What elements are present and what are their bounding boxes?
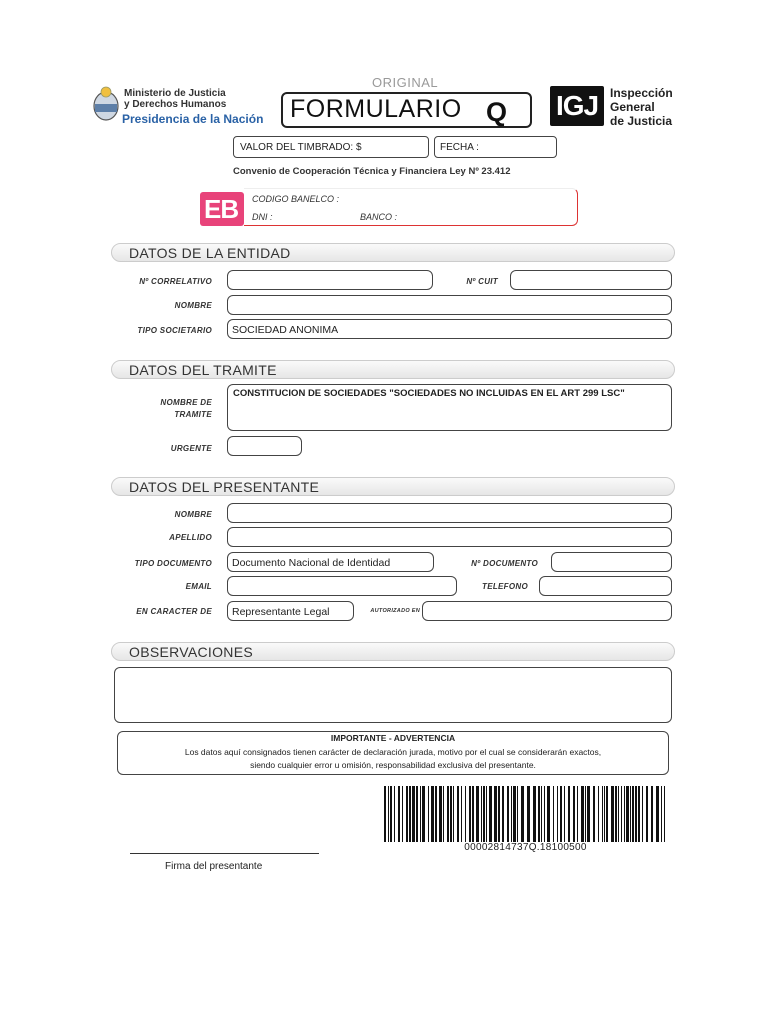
warning-title: IMPORTANTE - ADVERTENCIA (330, 733, 456, 743)
presenter-surname-field[interactable] (227, 527, 672, 547)
barcode-bar (502, 786, 504, 842)
barcode-bar (439, 786, 442, 842)
barcode-bar (412, 786, 415, 842)
correlativo-label: Nº CORRELATIVO (139, 277, 212, 286)
tipo-societario-label: TIPO SOCIETARIO (137, 326, 212, 335)
barcode-bar (544, 786, 545, 842)
barcode-bar (581, 786, 584, 842)
barcode (384, 786, 667, 842)
barcode-bar (533, 786, 536, 842)
barcode-bar (481, 786, 482, 842)
ministry-line-1: Ministerio de Justicia (124, 88, 226, 99)
igj-line-2: General (610, 100, 655, 114)
barcode-bar (447, 786, 449, 842)
barcode-bar (420, 786, 421, 842)
barcode-bar (646, 786, 648, 842)
banelco-logo-text: EB (204, 194, 239, 224)
barcode-bar (422, 786, 425, 842)
barcode-bar (626, 786, 629, 842)
doc-number-field[interactable] (551, 552, 672, 572)
barcode-bar (593, 786, 595, 842)
barcode-number: 00002814737Q.18100500 (464, 842, 587, 853)
signature-line (130, 853, 319, 854)
barcode-bar (573, 786, 575, 842)
barcode-bar (585, 786, 586, 842)
barcode-bar (390, 786, 392, 842)
barcode-bar (402, 786, 403, 842)
barcode-bar (618, 786, 619, 842)
barcode-bar (521, 786, 524, 842)
doc-number-label: Nº DOCUMENTO (471, 559, 538, 568)
procedure-name-value: CONSTITUCION DE SOCIEDADES "SOCIEDADES NO INCLUIDAS EN EL ART 299 LSC" (233, 388, 625, 399)
ministry-line-2: y Derechos Humanos (124, 99, 227, 110)
banelco-dni-label: DNI : (252, 212, 273, 222)
barcode-bar (443, 786, 444, 842)
barcode-bar (494, 786, 497, 842)
barcode-bar (388, 786, 389, 842)
barcode-bar (598, 786, 599, 842)
barcode-bar (428, 786, 429, 842)
banelco-bank-label: BANCO : (360, 212, 398, 222)
barcode-bar (568, 786, 570, 842)
tipo-societario-value: SOCIEDAD ANONIMA (232, 324, 339, 336)
original-label: ORIGINAL (372, 75, 439, 90)
entity-name-field[interactable] (227, 295, 672, 315)
barcode-bar (472, 786, 474, 842)
form-letter: Q (486, 97, 508, 127)
warning-line-2: siendo cualquier error u omisión, responsabilidad exclusiva del presentante. (250, 760, 536, 770)
barcode-bar (453, 786, 454, 842)
banelco-logo (200, 192, 244, 226)
igj-logo-text: IGJ (556, 90, 599, 121)
igj-logo (550, 86, 604, 126)
barcode-bar (664, 786, 665, 842)
barcode-bar (587, 786, 590, 842)
presenter-name-field[interactable] (227, 503, 672, 523)
authorized-field[interactable] (422, 601, 672, 621)
barcode-bar (606, 786, 608, 842)
authorized-label: AUTORIZADO EN (370, 608, 420, 614)
barcode-bar (416, 786, 418, 842)
procedure-section-title: DATOS DEL TRAMITE (129, 362, 277, 378)
barcode-bar (630, 786, 631, 842)
barcode-bar (507, 786, 509, 842)
barcode-bar (384, 786, 386, 842)
barcode-bar (409, 786, 411, 842)
warning-line-1: Los datos aquí consignados tienen carácter de declaración jurada, motivo por el cual se considerarán exactos, (184, 747, 602, 757)
presenter-section-header (111, 477, 675, 496)
barcode-bar (553, 786, 554, 842)
form-title: FORMULARIO (290, 95, 462, 123)
barcode-bar (577, 786, 578, 842)
barcode-bar (489, 786, 492, 842)
presidency-text: Presidencia de la Nación (122, 112, 264, 126)
correlativo-field[interactable] (227, 270, 433, 290)
observations-section-title: OBSERVACIONES (129, 644, 253, 660)
barcode-bar (615, 786, 617, 842)
barcode-bar (560, 786, 562, 842)
procedure-section-header (111, 360, 675, 379)
barcode-bar (638, 786, 640, 842)
cuit-label: Nº CUIT (466, 277, 498, 286)
entity-section-header (111, 243, 675, 262)
barcode-bar (557, 786, 558, 842)
barcode-bar (642, 786, 643, 842)
barcode-bar (486, 786, 487, 842)
entity-section-title: DATOS DE LA ENTIDAD (129, 245, 291, 261)
barcode-bar (511, 786, 512, 842)
barcode-bar (651, 786, 653, 842)
barcode-bar (621, 786, 622, 842)
procedure-name-label-2: TRAMITE (174, 410, 212, 419)
barcode-bar (602, 786, 603, 842)
igj-line-3: de Justicia (610, 114, 673, 128)
barcode-bar (476, 786, 479, 842)
barcode-bar (457, 786, 459, 842)
observations-section-header (111, 642, 675, 661)
date-label: FECHA : (440, 142, 479, 153)
barcode-bar (450, 786, 452, 842)
role-value: Representante Legal (232, 606, 330, 618)
barcode-bar (469, 786, 471, 842)
stamp-value-label: VALOR DEL TIMBRADO: $ (240, 142, 362, 153)
signature-label: Firma del presentante (165, 861, 263, 872)
entity-name-label: NOMBRE (174, 301, 212, 310)
doc-type-value: Documento Nacional de Identidad (232, 557, 391, 569)
email-field[interactable] (227, 576, 457, 596)
urgent-field[interactable] (227, 436, 302, 456)
barcode-bar (483, 786, 485, 842)
agreement-text: Convenio de Cooperación Técnica y Financiera Ley Nº 23.412 (233, 166, 511, 177)
barcode-bar (461, 786, 462, 842)
barcode-bar (564, 786, 565, 842)
presenter-section-title: DATOS DEL PRESENTANTE (129, 479, 320, 495)
barcode-bar (513, 786, 516, 842)
barcode-bar (604, 786, 605, 842)
cuit-field[interactable] (510, 270, 672, 290)
barcode-bar (624, 786, 625, 842)
doc-type-label: TIPO DOCUMENTO (134, 559, 212, 568)
barcode-bar (541, 786, 542, 842)
barcode-bar (394, 786, 395, 842)
barcode-bar (406, 786, 408, 842)
role-label: EN CARACTER DE (136, 607, 212, 616)
barcode-bar (431, 786, 434, 842)
presenter-name-label: NOMBRE (174, 510, 212, 519)
barcode-bar (435, 786, 437, 842)
procedure-name-label-1: NOMBRE DE (160, 398, 212, 407)
presenter-surname-label: APELLIDO (169, 533, 212, 542)
barcode-bar (661, 786, 662, 842)
urgent-label: URGENTE (170, 444, 212, 453)
igj-line-1: Inspección (610, 86, 673, 100)
barcode-bar (656, 786, 659, 842)
barcode-bar (517, 786, 518, 842)
email-label: EMAIL (185, 582, 212, 591)
barcode-bar (527, 786, 530, 842)
barcode-bar (498, 786, 500, 842)
barcode-bar (465, 786, 466, 842)
barcode-bar (632, 786, 634, 842)
phone-label: TELEFONO (482, 582, 528, 591)
barcode-bar (538, 786, 540, 842)
observations-field[interactable] (114, 667, 672, 723)
phone-field[interactable] (539, 576, 672, 596)
barcode-bar (398, 786, 400, 842)
barcode-bar (611, 786, 614, 842)
barcode-bar (635, 786, 637, 842)
argentina-seal-logo (92, 86, 120, 122)
barcode-bar (547, 786, 550, 842)
banelco-code-label: CODIGO BANELCO : (252, 194, 340, 204)
